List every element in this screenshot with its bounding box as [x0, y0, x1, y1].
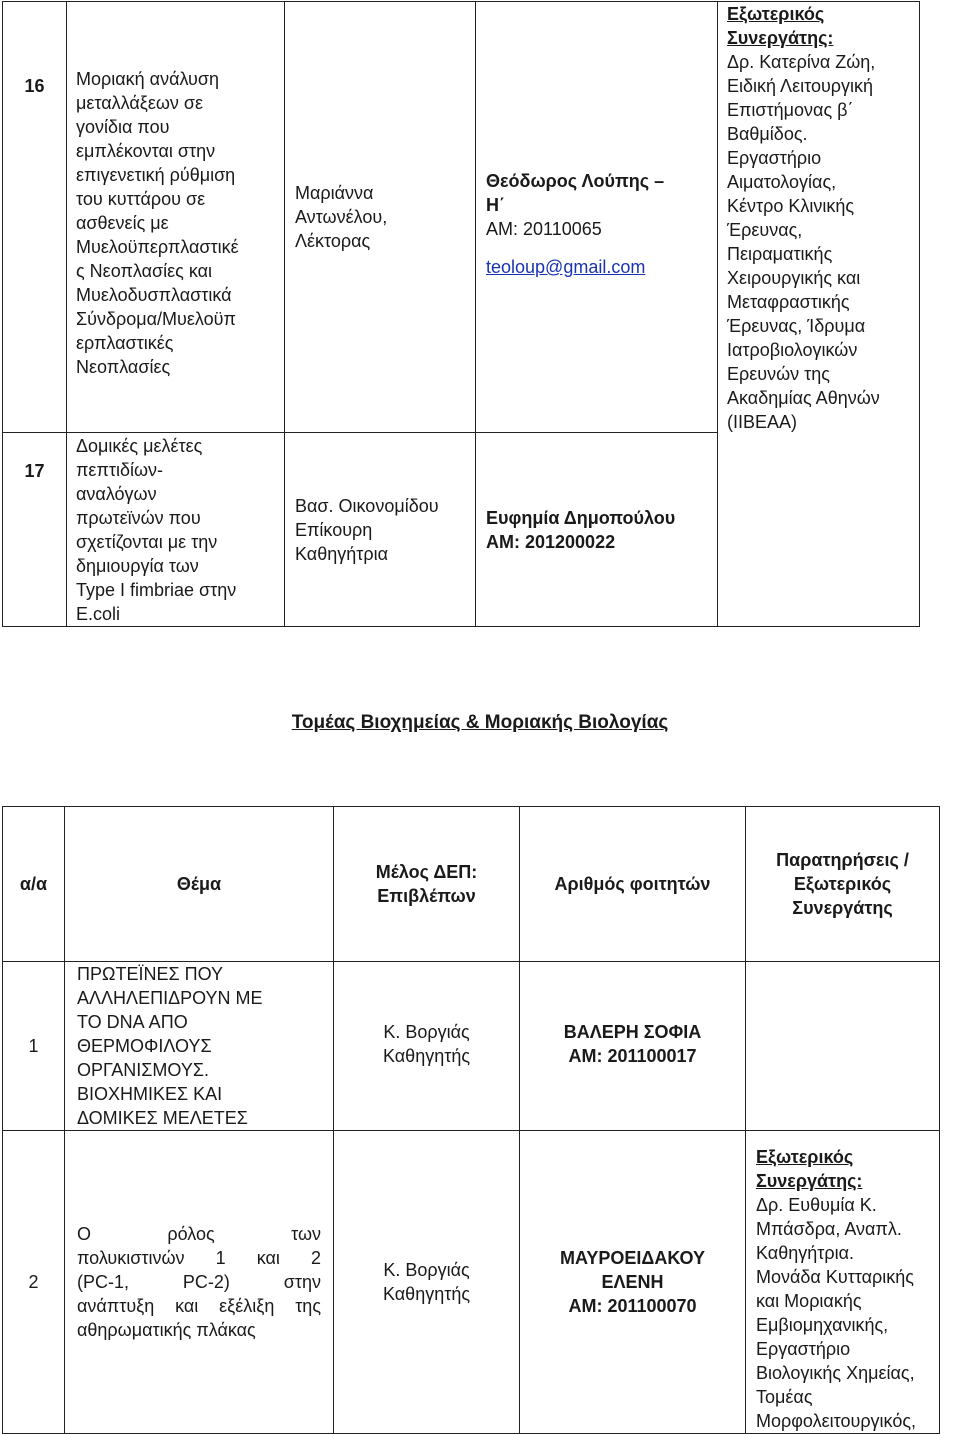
external-text: Δρ. Ευθυμία Κ.: [756, 1195, 877, 1215]
supervisor-line: Βασ. Οικονομίδου: [295, 495, 439, 516]
external-label: Εξωτερικός: [756, 1147, 854, 1167]
topic-line: σχετίζονται με την: [76, 531, 218, 552]
external-text: Μορφολειτουργικός,: [756, 1411, 917, 1431]
table-row: [3, 962, 940, 1131]
external-text: Μπάσδρα, Αναπλ.: [756, 1219, 902, 1239]
student-line: ΑΜ: 201100070: [568, 1296, 697, 1316]
row-number: 1: [3, 962, 65, 1131]
supervisor-line: Μαριάννα: [295, 183, 374, 203]
external-text: Ειδική Λειτουργική: [727, 76, 874, 96]
student-cell: [520, 1131, 746, 1434]
external-text: Εμβιομηχανικής,: [756, 1315, 889, 1335]
topic-line: E.coli: [76, 603, 121, 624]
external-text: Χειρουργικής και: [727, 268, 861, 288]
student-am: ΑΜ: 20110065: [486, 219, 602, 239]
header-notes: [746, 807, 940, 962]
external-text: Αιματολογίας,: [727, 172, 837, 192]
external-text: Καθηγήτρια.: [756, 1243, 854, 1263]
topic-line: δημιουργία των: [76, 555, 199, 576]
supervisor-line: Καθηγήτρια: [295, 543, 388, 564]
student-name: Θεόδωρος Λούπης –: [486, 171, 665, 191]
topic-line: Ο ρόλος των: [77, 1224, 321, 1244]
student-am: ΑΜ: 201200022: [486, 531, 616, 552]
external-text: Επιστήμονας β΄: [727, 100, 854, 120]
supervisor-cell: [285, 2, 476, 433]
table-row: [3, 1131, 940, 1434]
supervisor-line: Καθηγητής: [382, 1046, 471, 1066]
student-line: ΜΑΥΡΟΕΙΔΑΚΟΥ: [560, 1248, 705, 1268]
topic-line: αναλόγων: [76, 483, 157, 504]
external-text: Εργαστήριο: [756, 1339, 851, 1359]
topic-line: εμπλέκονται στην: [76, 141, 216, 161]
supervisor-line: Λέκτορας: [295, 231, 371, 251]
supervisor-cell: [285, 433, 476, 627]
topic-line: Type I fimbriae στην: [76, 579, 237, 600]
topic-line: ΘΕΡΜΟΦΙΛΟΥΣ: [77, 1036, 212, 1056]
header-students: Αριθμός φοιτητών: [520, 807, 746, 962]
topic-line: ΒΙΟΧΗΜΙΚΕΣ ΚΑΙ: [77, 1084, 223, 1104]
table-row: [3, 2, 920, 433]
topic-line: Δομικές μελέτες: [76, 435, 203, 456]
supervisor-line: Καθηγητής: [382, 1284, 471, 1304]
topic-line: ασθενείς με: [76, 213, 169, 233]
topic-line: Σύνδρομα/Μυελοϋπ: [76, 309, 236, 329]
topic-line: ΟΡΓΑΝΙΣΜΟΥΣ.: [77, 1060, 209, 1080]
header-notes-line: Συνεργάτης: [792, 898, 893, 918]
student-cell: [476, 433, 718, 627]
header-notes-line: Παρατηρήσεις /: [776, 850, 909, 870]
topic-cell: [67, 433, 285, 627]
topic-line: μεταλλάξεων σε: [76, 93, 204, 113]
external-text: Δρ. Κατερίνα Ζώη,: [727, 52, 876, 72]
external-text: και Μοριακής: [756, 1291, 862, 1311]
row-number: 2: [3, 1131, 65, 1434]
topic-line: (PC-1, PC-2) στην: [77, 1272, 321, 1292]
section-title: Τομέας Βιοχημείας & Μοριακής Βιολογίας: [291, 712, 669, 733]
topic-line: ς Νεοπλασίες και: [76, 261, 213, 281]
student-cell: [520, 962, 746, 1131]
supervisor-line: Κ. Βοργιάς: [383, 1260, 470, 1280]
topic-line: Μοριακή ανάλυση: [76, 69, 220, 89]
topic-line: ΤΟ DNA ΑΠΟ: [77, 1012, 188, 1032]
student-email-link[interactable]: teoloup@gmail.com: [486, 257, 646, 277]
external-label: Συνεργάτης:: [727, 28, 834, 48]
header-supervisor: [334, 807, 520, 962]
topic-line: ΠΡΩΤΕΪΝΕΣ ΠΟΥ: [77, 964, 224, 984]
row-number: 16: [3, 2, 67, 433]
topic-line: Νεοπλασίες: [76, 357, 171, 377]
header-topic: Θέμα: [65, 807, 334, 962]
external-text: Τομέας: [756, 1387, 813, 1407]
notes-cell: [746, 1131, 940, 1434]
external-text: Ιατροβιολογικών: [727, 340, 858, 360]
student-line: ΑΜ: 201100017: [568, 1046, 697, 1066]
row-number: 17: [3, 433, 67, 627]
supervisor-cell: [334, 962, 520, 1131]
topic-line: Μυελοϋπερπλαστικέ: [76, 237, 239, 257]
topic-cell: [65, 962, 334, 1131]
header-number: α/α: [3, 807, 65, 962]
topic-cell: [65, 1131, 334, 1434]
thesis-table-top: [2, 1, 920, 627]
thesis-table-bottom: [2, 806, 940, 1434]
external-text: Έρευνας,: [727, 220, 803, 240]
header-notes-line: Εξωτερικός: [793, 874, 892, 894]
topic-line: γονίδια που: [76, 117, 170, 137]
external-text: Βιολογικής Χημείας,: [756, 1363, 915, 1383]
topic-line: επιγενετική ρύθμιση: [76, 165, 236, 185]
external-text: Μονάδα Κυτταρικής: [756, 1267, 914, 1287]
supervisor-cell: [334, 1131, 520, 1434]
supervisor-line: Αντωνέλου,: [295, 207, 388, 227]
table-header-row: [3, 807, 940, 962]
topic-line: αθηρωματικής πλάκας: [77, 1320, 256, 1340]
topic-line: πολυκιστινών 1 και 2: [77, 1248, 321, 1268]
external-text: Βαθμίδος.: [727, 124, 808, 144]
external-label: Εξωτερικός: [727, 4, 825, 24]
student-line: ΒΑΛΕΡΗ ΣΟΦΙΑ: [563, 1022, 702, 1042]
topic-cell: [67, 2, 285, 433]
external-partner-cell: [718, 2, 920, 627]
topic-line: πρωτεϊνών που: [76, 507, 201, 528]
student-line: ΕΛΕΝΗ: [601, 1272, 664, 1292]
external-text: Μεταφραστικής: [727, 292, 850, 312]
student-cell: [476, 2, 718, 433]
student-name: Η΄: [486, 195, 505, 215]
topic-line: του κυττάρου σε: [76, 189, 206, 209]
external-text: Ακαδημίας Αθηνών: [727, 388, 880, 408]
header-supervisor-line: Επιβλέπων: [377, 886, 476, 906]
supervisor-line: Κ. Βοργιάς: [383, 1022, 470, 1042]
topic-line: ΔΟΜΙΚΕΣ ΜΕΛΕΤΕΣ: [77, 1108, 248, 1128]
notes-cell: [746, 962, 940, 1131]
header-supervisor-line: Μέλος ΔΕΠ:: [375, 862, 478, 882]
external-text: (ΙΙΒΕΑΑ): [727, 412, 798, 432]
external-text: Κέντρο Κλινικής: [727, 196, 855, 216]
topic-line: ανάπτυξη και εξέλιξη της: [77, 1296, 321, 1316]
topic-line: ΑΛΛΗΛΕΠΙΔΡΟΥΝ ΜΕ: [77, 988, 263, 1008]
external-text: Εργαστήριο: [727, 148, 822, 168]
supervisor-line: Επίκουρη: [295, 519, 373, 540]
external-text: Ερευνών της: [727, 364, 830, 384]
topic-line: πεπτιδίων-: [76, 459, 164, 480]
external-label: Συνεργάτης:: [756, 1171, 863, 1191]
student-name: Ευφημία Δημοπούλου: [486, 507, 676, 528]
external-text: Έρευνας, Ίδρυμα: [727, 316, 866, 336]
topic-line: ερπλαστικές: [76, 333, 174, 353]
topic-line: Μυελοδυσπλαστικά: [76, 285, 232, 305]
external-text: Πειραματικής: [727, 244, 833, 264]
